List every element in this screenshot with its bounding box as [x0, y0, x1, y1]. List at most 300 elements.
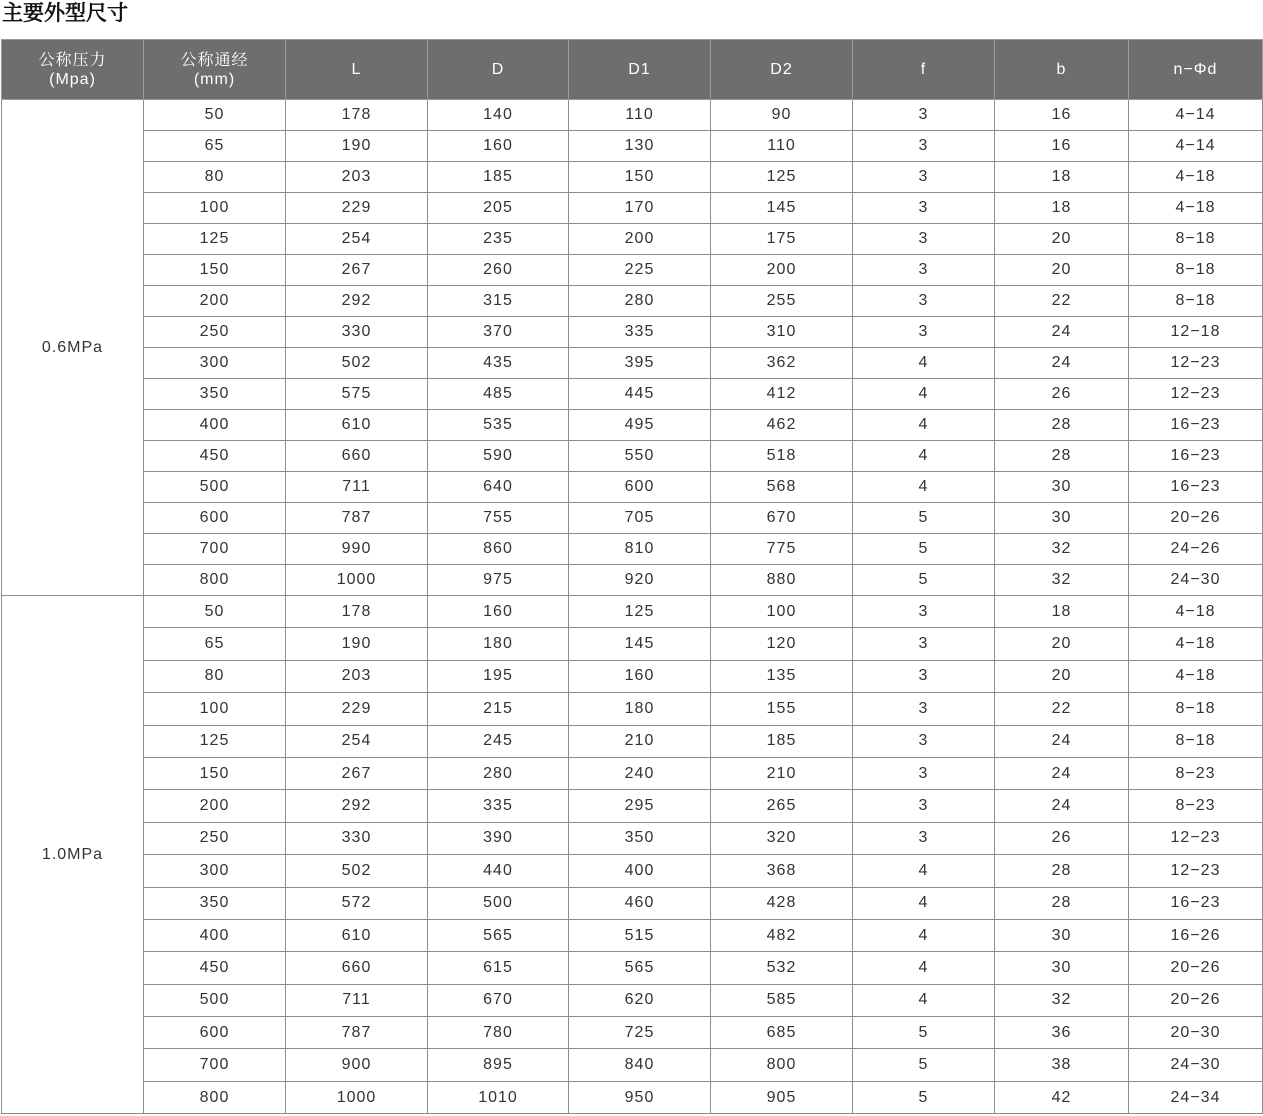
cell-f: 3 — [853, 628, 995, 660]
cell-nominal-diameter: 250 — [144, 822, 286, 854]
cell-L: 190 — [286, 131, 428, 162]
cell-f: 4 — [853, 887, 995, 919]
cell-n-phi-d: 8−23 — [1129, 790, 1263, 822]
cell-b: 24 — [995, 790, 1129, 822]
cell-L: 900 — [286, 1049, 428, 1081]
cell-L: 787 — [286, 1017, 428, 1049]
cell-nominal-diameter: 400 — [144, 919, 286, 951]
cell-L: 203 — [286, 162, 428, 193]
cell-D1: 495 — [569, 410, 711, 441]
cell-D: 440 — [428, 855, 569, 887]
cell-D1: 280 — [569, 286, 711, 317]
cell-L: 575 — [286, 379, 428, 410]
cell-D2: 905 — [711, 1081, 853, 1113]
cell-D: 640 — [428, 472, 569, 503]
cell-nominal-diameter: 350 — [144, 379, 286, 410]
table-row — [2, 472, 1263, 503]
cell-D: 160 — [428, 131, 569, 162]
cell-b: 42 — [995, 1081, 1129, 1113]
cell-D2: 90 — [711, 100, 853, 131]
cell-f: 3 — [853, 162, 995, 193]
cell-n-phi-d: 4−18 — [1129, 596, 1263, 628]
cell-L: 711 — [286, 984, 428, 1016]
cell-D2: 110 — [711, 131, 853, 162]
cell-f: 5 — [853, 1049, 995, 1081]
table-row — [2, 919, 1263, 951]
cell-L: 1000 — [286, 565, 428, 596]
cell-D1: 335 — [569, 317, 711, 348]
cell-f: 3 — [853, 317, 995, 348]
cell-D2: 135 — [711, 660, 853, 692]
cell-L: 254 — [286, 224, 428, 255]
cell-f: 4 — [853, 984, 995, 1016]
cell-f: 3 — [853, 757, 995, 789]
cell-nominal-diameter: 100 — [144, 693, 286, 725]
cell-D1: 240 — [569, 757, 711, 789]
cell-nominal-diameter: 500 — [144, 984, 286, 1016]
cell-D2: 120 — [711, 628, 853, 660]
cell-n-phi-d: 16−23 — [1129, 887, 1263, 919]
page-title: 主要外型尺寸 — [2, 1, 128, 25]
cell-b: 22 — [995, 693, 1129, 725]
cell-nominal-diameter: 80 — [144, 660, 286, 692]
table-row — [2, 790, 1263, 822]
cell-f: 3 — [853, 725, 995, 757]
cell-n-phi-d: 12−23 — [1129, 855, 1263, 887]
cell-D2: 428 — [711, 887, 853, 919]
cell-L: 190 — [286, 628, 428, 660]
cell-f: 3 — [853, 224, 995, 255]
cell-f: 3 — [853, 693, 995, 725]
table-row — [2, 131, 1263, 162]
cell-b: 36 — [995, 1017, 1129, 1049]
cell-b: 18 — [995, 193, 1129, 224]
cell-nominal-diameter: 65 — [144, 131, 286, 162]
cell-D: 755 — [428, 503, 569, 534]
cell-D: 895 — [428, 1049, 569, 1081]
cell-b: 26 — [995, 379, 1129, 410]
table-row — [2, 503, 1263, 534]
cell-f: 3 — [853, 790, 995, 822]
cell-b: 28 — [995, 887, 1129, 919]
cell-nominal-diameter: 150 — [144, 757, 286, 789]
table-row — [2, 162, 1263, 193]
cell-b: 30 — [995, 952, 1129, 984]
cell-D: 280 — [428, 757, 569, 789]
cell-D2: 362 — [711, 348, 853, 379]
cell-b: 32 — [995, 534, 1129, 565]
table-row — [2, 887, 1263, 919]
cell-D1: 810 — [569, 534, 711, 565]
cell-L: 229 — [286, 693, 428, 725]
cell-n-phi-d: 24−30 — [1129, 565, 1263, 596]
cell-b: 24 — [995, 725, 1129, 757]
cell-L: 787 — [286, 503, 428, 534]
cell-D: 245 — [428, 725, 569, 757]
cell-D1: 550 — [569, 441, 711, 472]
header-L: L — [286, 40, 428, 100]
cell-D2: 670 — [711, 503, 853, 534]
cell-D: 590 — [428, 441, 569, 472]
cell-n-phi-d: 8−18 — [1129, 725, 1263, 757]
cell-f: 4 — [853, 855, 995, 887]
cell-L: 610 — [286, 919, 428, 951]
cell-D1: 210 — [569, 725, 711, 757]
pressure-cell: 0.6MPa — [2, 100, 144, 596]
cell-D: 205 — [428, 193, 569, 224]
table-row — [2, 255, 1263, 286]
cell-D1: 840 — [569, 1049, 711, 1081]
cell-nominal-diameter: 450 — [144, 952, 286, 984]
cell-n-phi-d: 8−18 — [1129, 224, 1263, 255]
cell-nominal-diameter: 125 — [144, 224, 286, 255]
cell-n-phi-d: 12−23 — [1129, 379, 1263, 410]
cell-n-phi-d: 8−18 — [1129, 255, 1263, 286]
cell-L: 330 — [286, 317, 428, 348]
table-row — [2, 596, 1263, 628]
cell-nominal-diameter: 125 — [144, 725, 286, 757]
cell-f: 5 — [853, 1017, 995, 1049]
cell-D2: 255 — [711, 286, 853, 317]
cell-D1: 170 — [569, 193, 711, 224]
cell-D1: 515 — [569, 919, 711, 951]
cell-n-phi-d: 8−23 — [1129, 757, 1263, 789]
cell-D: 195 — [428, 660, 569, 692]
cell-nominal-diameter: 400 — [144, 410, 286, 441]
table-row — [2, 379, 1263, 410]
cell-D: 370 — [428, 317, 569, 348]
table-row — [2, 1049, 1263, 1081]
table-row — [2, 317, 1263, 348]
cell-D2: 462 — [711, 410, 853, 441]
cell-L: 292 — [286, 286, 428, 317]
cell-n-phi-d: 16−26 — [1129, 919, 1263, 951]
cell-f: 4 — [853, 952, 995, 984]
cell-D1: 145 — [569, 628, 711, 660]
cell-D: 140 — [428, 100, 569, 131]
cell-D1: 620 — [569, 984, 711, 1016]
cell-D: 780 — [428, 1017, 569, 1049]
cell-D: 160 — [428, 596, 569, 628]
cell-nominal-diameter: 500 — [144, 472, 286, 503]
cell-D2: 185 — [711, 725, 853, 757]
cell-D: 335 — [428, 790, 569, 822]
cell-b: 32 — [995, 984, 1129, 1016]
cell-L: 610 — [286, 410, 428, 441]
cell-n-phi-d: 20−26 — [1129, 503, 1263, 534]
header-row — [2, 40, 1263, 100]
cell-D: 315 — [428, 286, 569, 317]
cell-b: 22 — [995, 286, 1129, 317]
cell-L: 1000 — [286, 1081, 428, 1113]
cell-L: 178 — [286, 596, 428, 628]
cell-n-phi-d: 4−18 — [1129, 193, 1263, 224]
cell-D2: 482 — [711, 919, 853, 951]
cell-b: 28 — [995, 410, 1129, 441]
cell-D: 860 — [428, 534, 569, 565]
table-row — [2, 224, 1263, 255]
cell-D2: 532 — [711, 952, 853, 984]
cell-n-phi-d: 4−18 — [1129, 628, 1263, 660]
cell-D1: 350 — [569, 822, 711, 854]
cell-D: 975 — [428, 565, 569, 596]
header-D1: D1 — [569, 40, 711, 100]
cell-f: 4 — [853, 379, 995, 410]
cell-D1: 200 — [569, 224, 711, 255]
cell-nominal-diameter: 80 — [144, 162, 286, 193]
cell-D2: 880 — [711, 565, 853, 596]
table-row — [2, 952, 1263, 984]
cell-b: 20 — [995, 660, 1129, 692]
cell-f: 3 — [853, 286, 995, 317]
cell-D: 235 — [428, 224, 569, 255]
cell-D: 565 — [428, 919, 569, 951]
cell-D2: 145 — [711, 193, 853, 224]
cell-D2: 320 — [711, 822, 853, 854]
table-row — [2, 822, 1263, 854]
cell-L: 203 — [286, 660, 428, 692]
cell-L: 572 — [286, 887, 428, 919]
table-row — [2, 855, 1263, 887]
cell-b: 30 — [995, 503, 1129, 534]
cell-nominal-diameter: 700 — [144, 534, 286, 565]
cell-D1: 460 — [569, 887, 711, 919]
cell-nominal-diameter: 600 — [144, 1017, 286, 1049]
cell-L: 502 — [286, 348, 428, 379]
cell-D: 180 — [428, 628, 569, 660]
cell-b: 28 — [995, 855, 1129, 887]
cell-nominal-diameter: 800 — [144, 565, 286, 596]
cell-D1: 395 — [569, 348, 711, 379]
table-row — [2, 348, 1263, 379]
cell-nominal-diameter: 450 — [144, 441, 286, 472]
header-nominal-pressure: 公称压力 (Mpa) — [2, 40, 144, 100]
cell-L: 229 — [286, 193, 428, 224]
cell-nominal-diameter: 65 — [144, 628, 286, 660]
cell-D1: 180 — [569, 693, 711, 725]
cell-n-phi-d: 20−26 — [1129, 952, 1263, 984]
table-row — [2, 193, 1263, 224]
cell-D: 1010 — [428, 1081, 569, 1113]
cell-nominal-diameter: 200 — [144, 790, 286, 822]
table-row — [2, 660, 1263, 692]
header-n-phi-d: n−Φd — [1129, 40, 1263, 100]
header-f: f — [853, 40, 995, 100]
cell-n-phi-d: 16−23 — [1129, 441, 1263, 472]
cell-D: 215 — [428, 693, 569, 725]
cell-n-phi-d: 24−26 — [1129, 534, 1263, 565]
cell-D: 260 — [428, 255, 569, 286]
cell-D1: 110 — [569, 100, 711, 131]
cell-L: 711 — [286, 472, 428, 503]
cell-n-phi-d: 4−14 — [1129, 100, 1263, 131]
table-row — [2, 1017, 1263, 1049]
cell-b: 28 — [995, 441, 1129, 472]
cell-b: 18 — [995, 162, 1129, 193]
header-D2: D2 — [711, 40, 853, 100]
cell-D1: 225 — [569, 255, 711, 286]
cell-nominal-diameter: 300 — [144, 348, 286, 379]
table-row — [2, 286, 1263, 317]
table-row — [2, 100, 1263, 131]
cell-D1: 125 — [569, 596, 711, 628]
cell-f: 4 — [853, 410, 995, 441]
cell-L: 267 — [286, 255, 428, 286]
cell-nominal-diameter: 700 — [144, 1049, 286, 1081]
cell-D1: 130 — [569, 131, 711, 162]
cell-D1: 400 — [569, 855, 711, 887]
cell-b: 24 — [995, 317, 1129, 348]
cell-b: 30 — [995, 919, 1129, 951]
cell-D: 670 — [428, 984, 569, 1016]
cell-L: 178 — [286, 100, 428, 131]
group-1.0mpa — [2, 596, 1263, 1114]
cell-n-phi-d: 4−14 — [1129, 131, 1263, 162]
cell-L: 292 — [286, 790, 428, 822]
cell-n-phi-d: 24−30 — [1129, 1049, 1263, 1081]
cell-n-phi-d: 4−18 — [1129, 162, 1263, 193]
cell-f: 5 — [853, 534, 995, 565]
cell-D1: 565 — [569, 952, 711, 984]
cell-D: 435 — [428, 348, 569, 379]
cell-b: 26 — [995, 822, 1129, 854]
cell-n-phi-d: 12−23 — [1129, 822, 1263, 854]
cell-nominal-diameter: 100 — [144, 193, 286, 224]
cell-nominal-diameter: 150 — [144, 255, 286, 286]
table-row — [2, 410, 1263, 441]
header-nominal-diameter: 公称通经 (mm) — [144, 40, 286, 100]
cell-D2: 155 — [711, 693, 853, 725]
cell-f: 3 — [853, 822, 995, 854]
cell-D2: 310 — [711, 317, 853, 348]
cell-D: 615 — [428, 952, 569, 984]
cell-D2: 568 — [711, 472, 853, 503]
table-row — [2, 534, 1263, 565]
cell-D2: 265 — [711, 790, 853, 822]
cell-n-phi-d: 16−23 — [1129, 410, 1263, 441]
cell-f: 3 — [853, 255, 995, 286]
cell-D: 535 — [428, 410, 569, 441]
cell-D1: 160 — [569, 660, 711, 692]
cell-b: 20 — [995, 255, 1129, 286]
cell-D2: 100 — [711, 596, 853, 628]
table-row — [2, 441, 1263, 472]
cell-n-phi-d: 24−34 — [1129, 1081, 1263, 1113]
cell-L: 330 — [286, 822, 428, 854]
pressure-cell: 1.0MPa — [2, 596, 144, 1114]
cell-L: 990 — [286, 534, 428, 565]
table-row — [2, 628, 1263, 660]
cell-b: 38 — [995, 1049, 1129, 1081]
cell-D2: 775 — [711, 534, 853, 565]
cell-D: 185 — [428, 162, 569, 193]
cell-nominal-diameter: 350 — [144, 887, 286, 919]
cell-D2: 175 — [711, 224, 853, 255]
cell-D: 485 — [428, 379, 569, 410]
cell-nominal-diameter: 800 — [144, 1081, 286, 1113]
cell-n-phi-d: 8−18 — [1129, 693, 1263, 725]
table-row — [2, 984, 1263, 1016]
cell-n-phi-d: 12−18 — [1129, 317, 1263, 348]
table-row — [2, 757, 1263, 789]
cell-f: 4 — [853, 348, 995, 379]
cell-n-phi-d: 16−23 — [1129, 472, 1263, 503]
header-D: D — [428, 40, 569, 100]
cell-D: 500 — [428, 887, 569, 919]
dimensions-table — [1, 39, 1263, 1114]
cell-D1: 705 — [569, 503, 711, 534]
cell-D1: 445 — [569, 379, 711, 410]
cell-D2: 585 — [711, 984, 853, 1016]
cell-n-phi-d: 8−18 — [1129, 286, 1263, 317]
cell-n-phi-d: 20−26 — [1129, 984, 1263, 1016]
cell-nominal-diameter: 300 — [144, 855, 286, 887]
cell-L: 267 — [286, 757, 428, 789]
table-row — [2, 725, 1263, 757]
cell-D2: 368 — [711, 855, 853, 887]
cell-f: 4 — [853, 441, 995, 472]
cell-f: 3 — [853, 193, 995, 224]
cell-D1: 600 — [569, 472, 711, 503]
cell-D2: 210 — [711, 757, 853, 789]
cell-b: 24 — [995, 757, 1129, 789]
cell-n-phi-d: 12−23 — [1129, 348, 1263, 379]
cell-D1: 295 — [569, 790, 711, 822]
cell-D1: 725 — [569, 1017, 711, 1049]
cell-b: 16 — [995, 131, 1129, 162]
cell-f: 3 — [853, 660, 995, 692]
table-row — [2, 693, 1263, 725]
cell-b: 32 — [995, 565, 1129, 596]
cell-f: 3 — [853, 596, 995, 628]
cell-D: 390 — [428, 822, 569, 854]
cell-nominal-diameter: 250 — [144, 317, 286, 348]
cell-n-phi-d: 20−30 — [1129, 1017, 1263, 1049]
cell-b: 20 — [995, 224, 1129, 255]
header-b: b — [995, 40, 1129, 100]
cell-D2: 518 — [711, 441, 853, 472]
cell-b: 20 — [995, 628, 1129, 660]
cell-f: 4 — [853, 472, 995, 503]
cell-L: 254 — [286, 725, 428, 757]
cell-L: 502 — [286, 855, 428, 887]
cell-b: 16 — [995, 100, 1129, 131]
cell-f: 3 — [853, 131, 995, 162]
cell-f: 5 — [853, 565, 995, 596]
cell-f: 5 — [853, 1081, 995, 1113]
cell-b: 18 — [995, 596, 1129, 628]
cell-f: 5 — [853, 503, 995, 534]
cell-D2: 125 — [711, 162, 853, 193]
cell-f: 4 — [853, 919, 995, 951]
cell-b: 24 — [995, 348, 1129, 379]
cell-n-phi-d: 4−18 — [1129, 660, 1263, 692]
cell-L: 660 — [286, 441, 428, 472]
cell-D2: 200 — [711, 255, 853, 286]
cell-D2: 800 — [711, 1049, 853, 1081]
table-row — [2, 565, 1263, 596]
cell-D2: 685 — [711, 1017, 853, 1049]
cell-nominal-diameter: 600 — [144, 503, 286, 534]
cell-f: 3 — [853, 100, 995, 131]
cell-D2: 412 — [711, 379, 853, 410]
cell-D1: 950 — [569, 1081, 711, 1113]
cell-b: 30 — [995, 472, 1129, 503]
cell-L: 660 — [286, 952, 428, 984]
cell-nominal-diameter: 200 — [144, 286, 286, 317]
table-row — [2, 1081, 1263, 1113]
cell-D1: 150 — [569, 162, 711, 193]
